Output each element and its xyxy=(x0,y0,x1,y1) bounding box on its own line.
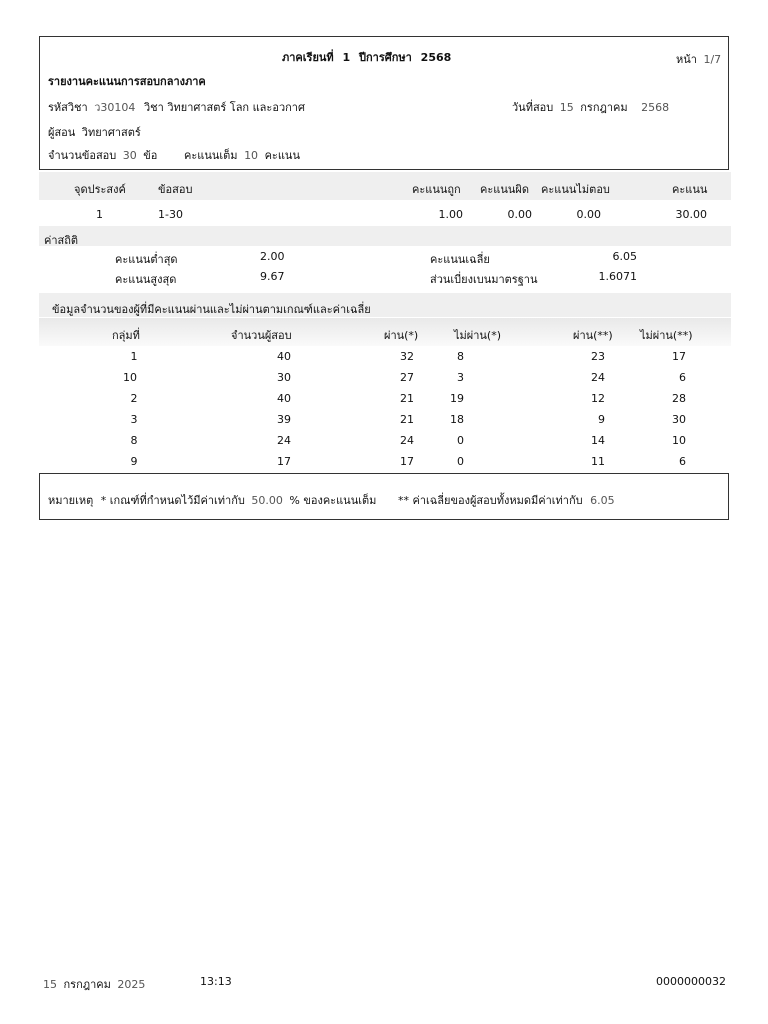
groups-cell-pass-criteria: 24 xyxy=(400,434,414,447)
groups-cell-fail-mean: 28 xyxy=(672,392,686,405)
footer-year: 2025 xyxy=(117,978,146,991)
exam-date-label: วันที่สอบ xyxy=(512,101,554,114)
groups-cell-pass-mean: 24 xyxy=(591,371,605,384)
objectives-cell-wrong: 0.00 xyxy=(507,208,532,221)
groups-cell-pass-mean: 23 xyxy=(591,350,605,363)
objectives-cell-score: 30.00 xyxy=(675,208,707,221)
full-score xyxy=(184,146,300,164)
full-score-value: 10 xyxy=(244,149,259,162)
course-name: วิชา วิทยาศาสตร์ โลก และอวกาศ xyxy=(144,101,305,114)
course-code xyxy=(48,98,135,116)
objectives-col-noanswer: คะแนนไม่ตอบ xyxy=(541,183,610,196)
groups-cell-group: 10 xyxy=(123,371,137,384)
question-count-value: 30 xyxy=(122,149,137,162)
groups-cell-pass-criteria: 17 xyxy=(400,455,414,468)
groups-cell-pass-criteria: 21 xyxy=(400,413,414,426)
note-label: หมายเหตุ xyxy=(48,494,94,507)
statistics-title: ค่าสถิติ xyxy=(44,234,79,247)
groups-cell-examinees: 39 xyxy=(277,413,291,426)
groups-col-pass-criteria: ผ่าน(*) xyxy=(384,329,419,342)
objectives-col-question: ข้อสอบ xyxy=(158,183,193,196)
score-unit: คะแนน xyxy=(264,149,300,162)
groups-cell-examinees: 17 xyxy=(277,455,291,468)
page-indicator xyxy=(676,50,721,68)
objectives-cell-question: 1-30 xyxy=(158,208,183,221)
groups-cell-examinees: 24 xyxy=(277,434,291,447)
exam-month: กรกฎาคม xyxy=(580,101,628,114)
groups-cell-fail-mean: 30 xyxy=(672,413,686,426)
stat-min-value: 2.00 xyxy=(260,250,285,263)
groups-cell-pass-mean: 11 xyxy=(591,455,605,468)
groups-cell-pass-criteria: 21 xyxy=(400,392,414,405)
groups-cell-fail-criteria: 18 xyxy=(450,413,464,426)
objectives-cell-correct: 1.00 xyxy=(438,208,463,221)
objectives-col-correct: คะแนนถูก xyxy=(412,183,461,196)
teacher xyxy=(48,123,141,141)
groups-cell-group: 3 xyxy=(130,413,138,426)
groups-cell-pass-criteria: 32 xyxy=(400,350,414,363)
groups-cell-fail-mean: 6 xyxy=(679,455,686,468)
groups-cell-pass-mean: 14 xyxy=(591,434,605,447)
full-score-label: คะแนนเต็ม xyxy=(184,149,238,162)
groups-col-fail-mean: ไม่ผ่าน(**) xyxy=(640,329,693,342)
groups-col-group: กลุ่มที่ xyxy=(112,329,140,342)
footer-date xyxy=(43,975,145,993)
groups-cell-group: 8 xyxy=(130,434,138,447)
footer-doc-number: 0000000032 xyxy=(656,975,726,988)
footer-month: กรกฎาคม xyxy=(63,978,111,991)
groups-cell-fail-criteria: 0 xyxy=(457,455,464,468)
question-count xyxy=(48,146,157,164)
groups-section-title: ข้อมูลจำนวนของผู้ที่มีคะแนนผ่านและไม่ผ่านตามเกณฑ์และค่าเฉลี่ย xyxy=(52,303,371,316)
groups-cell-pass-criteria: 27 xyxy=(400,371,414,384)
course-code-label: รหัสวิชา xyxy=(48,101,88,114)
groups-col-fail-criteria: ไม่ผ่าน(*) xyxy=(454,329,502,342)
page-number: 1/7 xyxy=(703,53,722,66)
groups-cell-fail-criteria: 8 xyxy=(457,350,464,363)
stat-mean-value: 6.05 xyxy=(612,250,637,263)
note-criteria-prefix: * เกณฑ์ที่กำหนดไว้มีค่าเท่ากับ xyxy=(100,494,245,507)
question-unit: ข้อ xyxy=(143,149,158,162)
stat-max-value: 9.67 xyxy=(260,270,285,283)
objectives-col-objective: จุดประสงค์ xyxy=(74,183,126,196)
groups-cell-fail-mean: 10 xyxy=(672,434,686,447)
groups-cell-fail-mean: 6 xyxy=(679,371,686,384)
note-criteria-value: 50.00 xyxy=(251,494,283,507)
groups-col-pass-mean: ผ่าน(**) xyxy=(573,329,613,342)
teacher-value: วิทยาศาสตร์ xyxy=(81,126,141,139)
course-code-value: ว30104 xyxy=(94,101,136,114)
groups-cell-group: 9 xyxy=(130,455,138,468)
footer-time: 13:13 xyxy=(200,975,232,988)
exam-day: 15 xyxy=(559,101,574,114)
groups-cell-fail-mean: 17 xyxy=(672,350,686,363)
exam-date xyxy=(512,98,669,116)
year-label: ปีการศึกษา xyxy=(359,51,412,64)
stat-sd-label: ส่วนเบี่ยงเบนมาตรฐาน xyxy=(430,273,538,286)
stat-sd-value: 1.6071 xyxy=(598,270,637,283)
groups-cell-group: 1 xyxy=(130,350,138,363)
groups-cell-fail-criteria: 0 xyxy=(457,434,464,447)
groups-cell-pass-mean: 12 xyxy=(591,392,605,405)
footer-day: 15 xyxy=(43,978,57,991)
groups-cell-fail-criteria: 3 xyxy=(457,371,464,384)
note-mean-text xyxy=(398,491,615,509)
statistics-header-band xyxy=(39,226,731,246)
groups-cell-examinees: 40 xyxy=(277,350,291,363)
page-label: หน้า xyxy=(676,53,697,66)
note-text xyxy=(48,491,376,509)
groups-col-examinees: จำนวนผู้สอบ xyxy=(231,329,292,342)
semester-value: 1 xyxy=(342,51,351,64)
groups-cell-fail-criteria: 19 xyxy=(450,392,464,405)
objectives-header-band xyxy=(39,172,731,200)
stat-mean-label: คะแนนเฉลี่ย xyxy=(430,253,490,266)
year-value: 2568 xyxy=(420,51,452,64)
stat-max-label: คะแนนสูงสุด xyxy=(115,273,177,286)
question-count-label: จำนวนข้อสอบ xyxy=(48,149,117,162)
stat-min-label: คะแนนต่ำสุด xyxy=(115,253,178,266)
report-title: รายงานคะแนนการสอบกลางภาค xyxy=(48,75,206,88)
note-mean-value: 6.05 xyxy=(590,494,615,507)
note-criteria-suffix: % ของคะแนนเต็ม xyxy=(289,494,377,507)
groups-cell-examinees: 40 xyxy=(277,392,291,405)
objectives-cell-objective: 1 xyxy=(96,208,103,221)
groups-cell-group: 2 xyxy=(130,392,138,405)
semester-heading xyxy=(282,48,451,66)
teacher-label: ผู้สอน xyxy=(48,126,76,139)
exam-year: 2568 xyxy=(641,101,670,114)
semester-label: ภาคเรียนที่ xyxy=(282,51,334,64)
objectives-col-wrong: คะแนนผิด xyxy=(480,183,529,196)
groups-cell-pass-mean: 9 xyxy=(598,413,605,426)
objectives-cell-noanswer: 0.00 xyxy=(576,208,601,221)
groups-cell-examinees: 30 xyxy=(277,371,291,384)
note-mean-prefix: ** ค่าเฉลี่ยของผู้สอบทั้งหมดมีค่าเท่ากับ xyxy=(398,494,583,507)
objectives-col-score: คะแนน xyxy=(672,183,708,196)
